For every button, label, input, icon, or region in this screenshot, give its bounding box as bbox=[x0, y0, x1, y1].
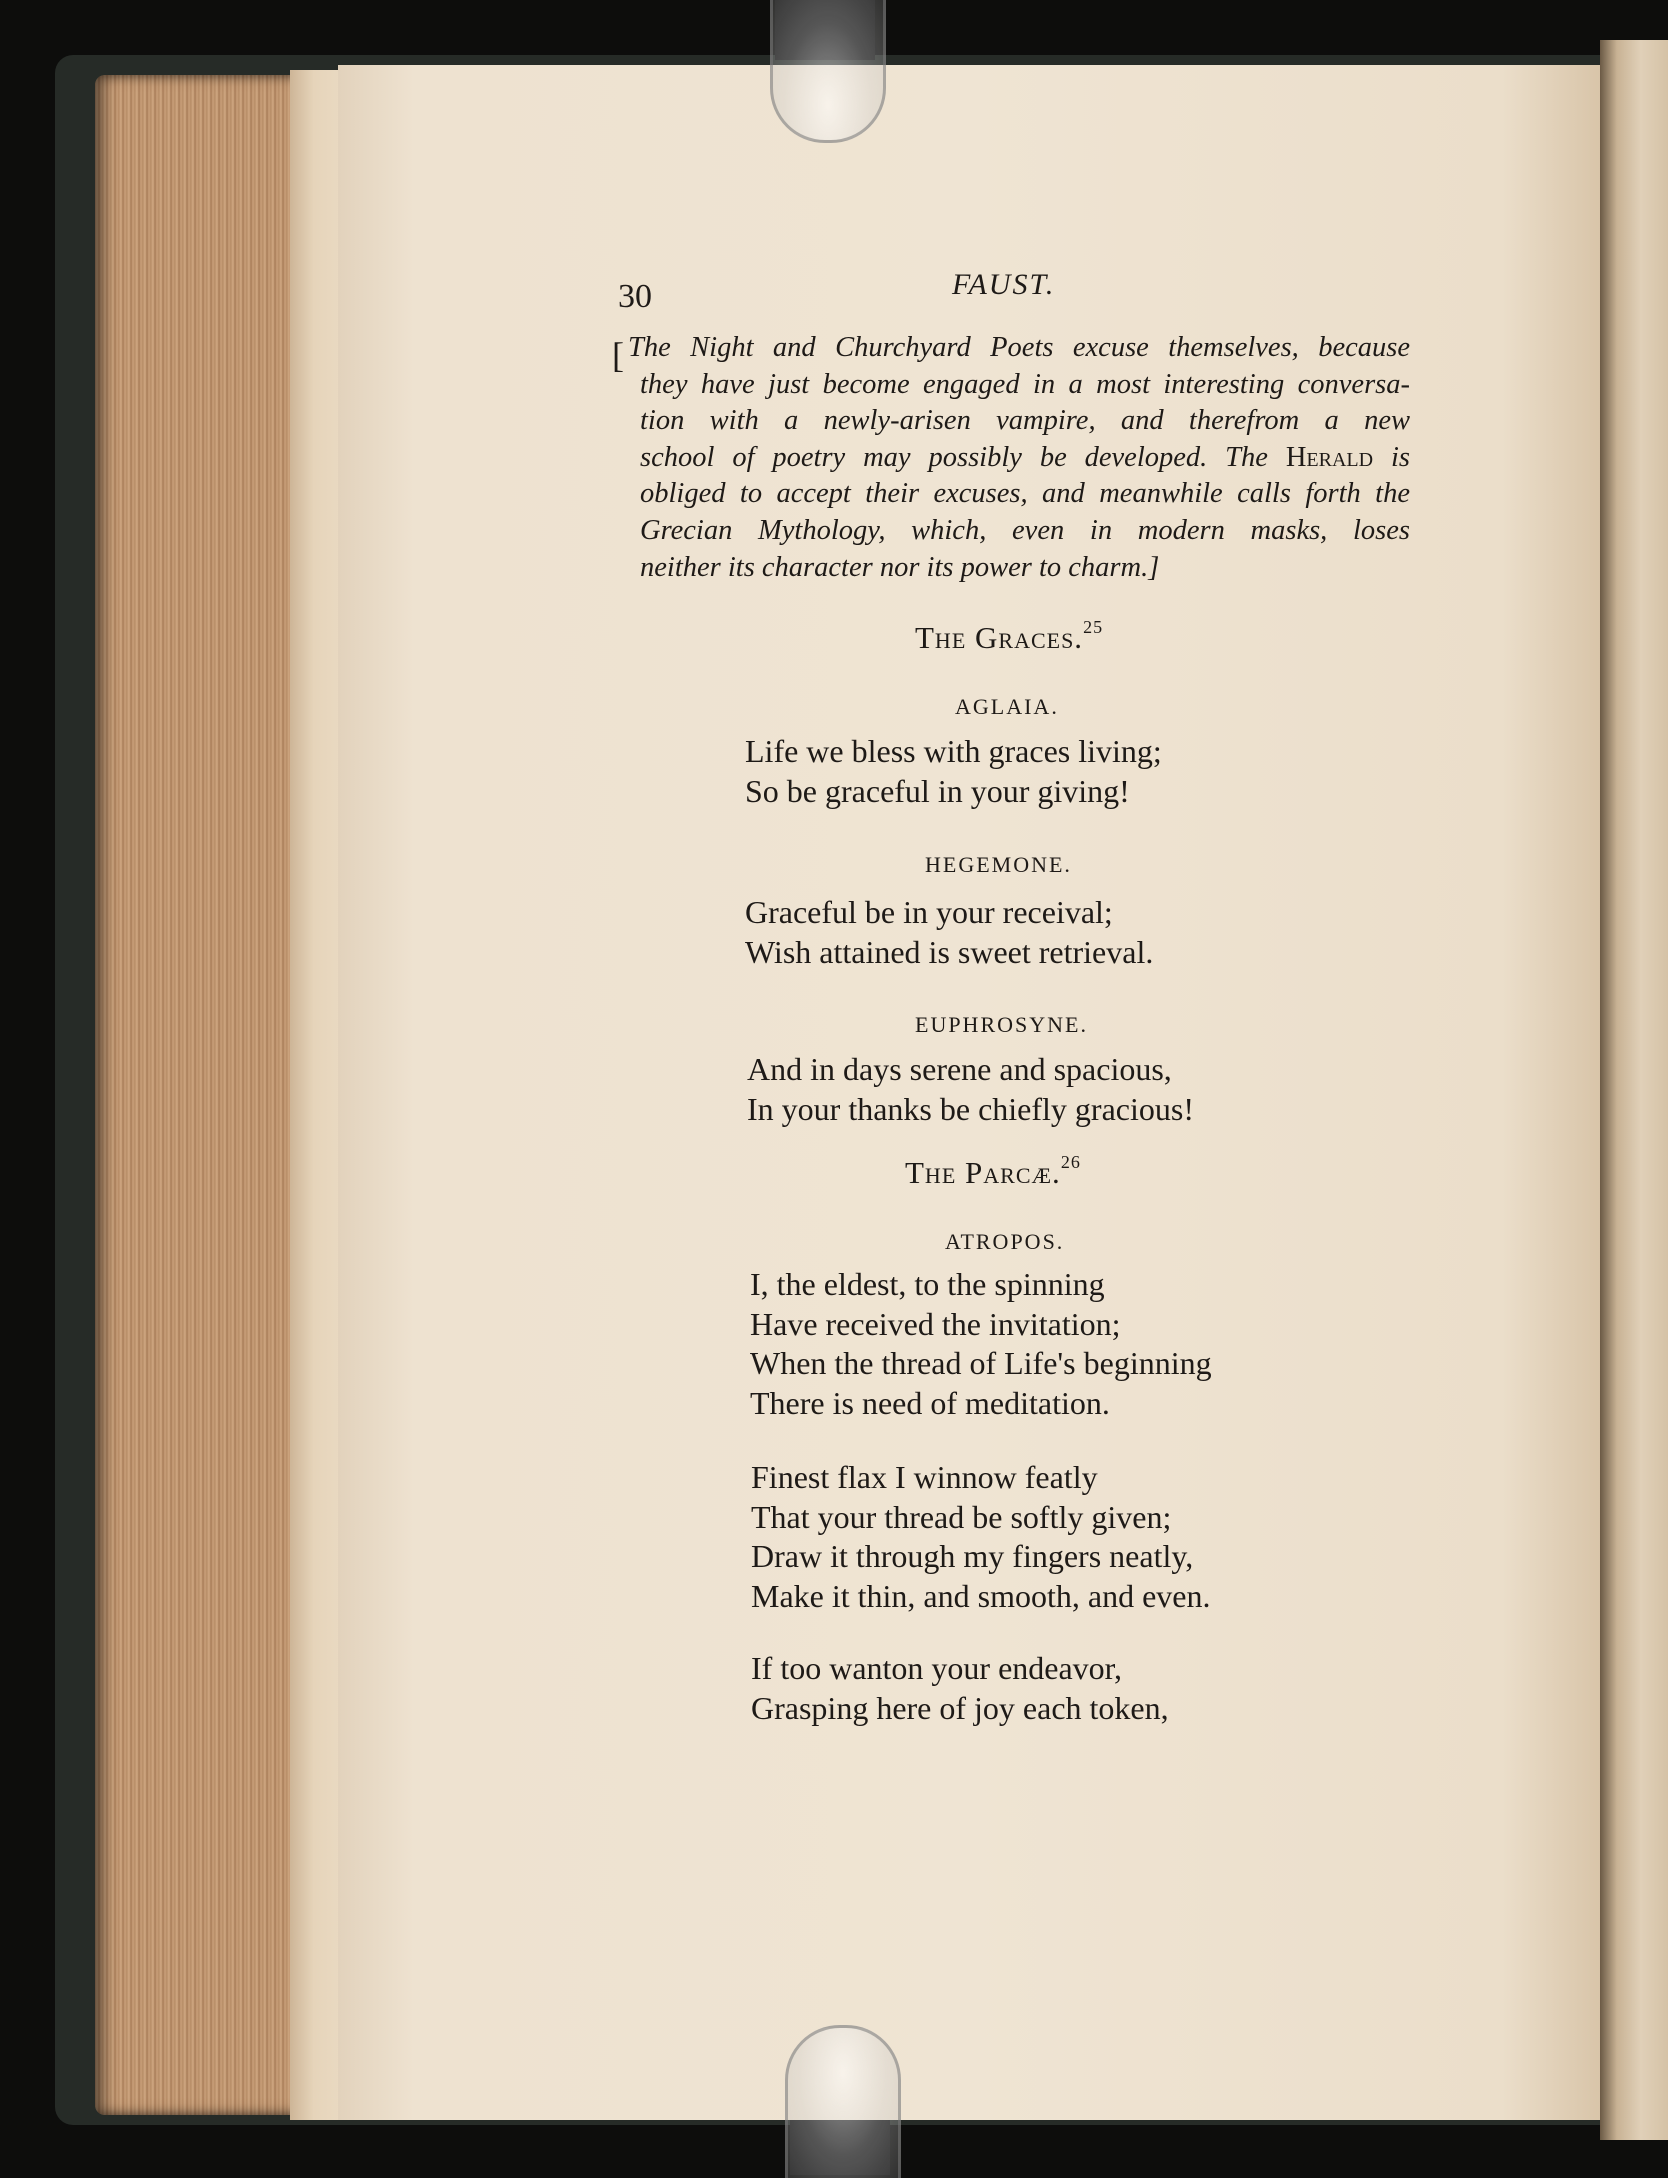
verse-atropos-stanza-1 bbox=[750, 1265, 1212, 1423]
stage-direction-line: they have just become engaged in a most interesting conversa- bbox=[640, 368, 1410, 400]
verse-line: Make it thin, and smooth, and even. bbox=[751, 1577, 1211, 1614]
heading-text: The Parcæ. bbox=[905, 1155, 1061, 1190]
heading-text: The Graces. bbox=[915, 620, 1084, 655]
verse-line: There is need of meditation. bbox=[750, 1384, 1110, 1421]
section-heading-graces bbox=[915, 616, 1104, 656]
verse-hegemone bbox=[745, 893, 1153, 972]
verse-line: So be graceful in your giving! bbox=[745, 772, 1130, 809]
verse-line: And in days serene and spacious, bbox=[747, 1051, 1172, 1087]
speaker-hegemone: HEGEMONE. bbox=[925, 852, 1072, 877]
verse-line: That your thread be softly given; bbox=[751, 1498, 1172, 1535]
verse-line: When the thread of Life's beginning bbox=[750, 1345, 1212, 1381]
speaker-euphrosyne: EUPHROSYNE. bbox=[915, 1012, 1088, 1037]
bottom-page-clip bbox=[785, 2025, 901, 2178]
stage-direction-line: neither its character nor its power to charm.] bbox=[640, 551, 1160, 583]
verse-atropos-stanza-2 bbox=[751, 1458, 1210, 1616]
verse-line: Draw it through my fingers neatly, bbox=[751, 1538, 1194, 1574]
top-page-clip bbox=[770, 0, 886, 143]
speaker-atropos: ATROPOS. bbox=[945, 1229, 1065, 1254]
verse-line: In your thanks be chiefly gracious! bbox=[747, 1090, 1194, 1127]
stage-direction-line bbox=[640, 440, 1410, 477]
stage-direction-text: is bbox=[1390, 441, 1410, 473]
section-heading-parcae bbox=[905, 1151, 1081, 1191]
verse-aglaia bbox=[745, 732, 1162, 811]
footnote-ref: 25 bbox=[1083, 616, 1104, 637]
facing-page-edge bbox=[1600, 40, 1668, 2140]
verse-line: Grasping here of joy each token, bbox=[751, 1689, 1169, 1726]
stage-direction bbox=[628, 330, 1410, 586]
footnote-ref: 26 bbox=[1060, 1151, 1081, 1172]
page-number: 30 bbox=[618, 278, 652, 315]
stage-direction-line: Grecian Mythology, which, even in modern masks, loses bbox=[640, 514, 1410, 546]
stage-direction-text: school of poetry may possibly be developed. The bbox=[640, 441, 1268, 473]
page-edges bbox=[95, 75, 305, 2115]
stage-direction-line: The Night and Churchyard Poets excuse themselves, because bbox=[628, 332, 1410, 363]
verse-line: Graceful be in your receival; bbox=[745, 894, 1113, 930]
stage-direction-line: obliged to accept their excuses, and meanwhile calls forth the bbox=[640, 478, 1410, 510]
stage-direction-bracket: [ bbox=[612, 335, 624, 375]
verse-line: I, the eldest, to the spinning bbox=[750, 1266, 1105, 1302]
verse-line: Wish attained is sweet retrieval. bbox=[745, 933, 1154, 970]
speaker-aglaia: AGLAIA. bbox=[955, 694, 1059, 719]
verse-euphrosyne bbox=[747, 1050, 1194, 1129]
verse-line: Life we bless with graces living; bbox=[745, 733, 1162, 769]
verse-line: Have received the invitation; bbox=[750, 1305, 1121, 1342]
verse-atropos-stanza-3 bbox=[751, 1649, 1169, 1728]
stage-direction-line: tion with a newly-arisen vampire, and therefrom a new bbox=[640, 405, 1410, 437]
verse-line: If too wanton your endeavor, bbox=[751, 1650, 1123, 1686]
herald-name: Herald bbox=[1285, 441, 1374, 473]
running-head: FAUST. bbox=[952, 268, 1056, 301]
verse-line: Finest flax I winnow featly bbox=[751, 1459, 1098, 1495]
